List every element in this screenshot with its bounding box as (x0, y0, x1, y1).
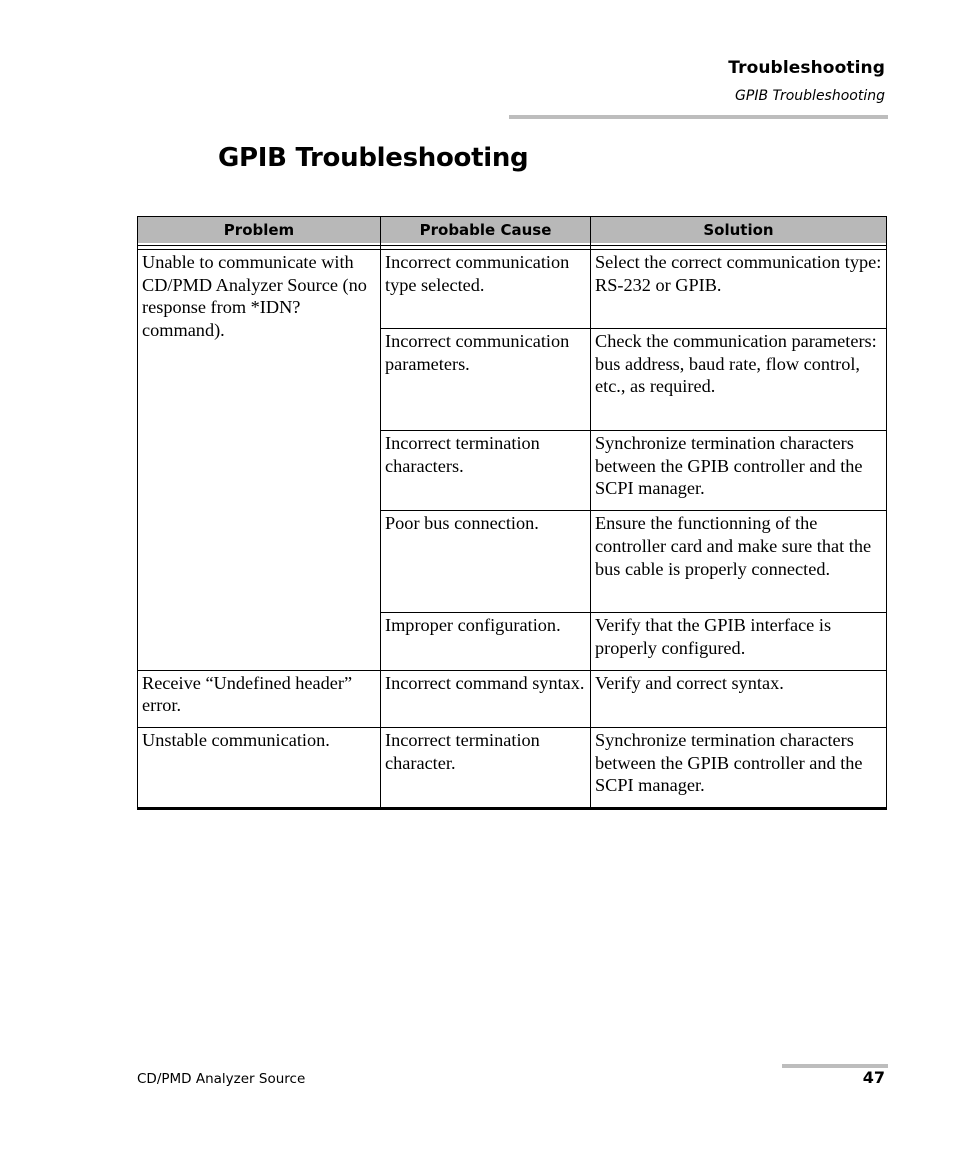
problem-cell: Receive “Undefined header” error. (138, 670, 381, 727)
page-title: GPIB Troubleshooting (218, 143, 529, 173)
table-row (138, 670, 887, 727)
solution-cell: Verify and correct syntax. (591, 670, 887, 727)
running-header-section: GPIB Troubleshooting (735, 88, 885, 104)
solution-cell: Synchronize termination characters between the GPIB controller and the SCPI manager. (591, 431, 887, 511)
column-header-solution: Solution (591, 217, 887, 246)
table-row (138, 727, 887, 808)
solution-cell: Ensure the functionning of the controller card and make sure that the bus cable is properly connected. (591, 511, 887, 613)
table-header-row (138, 217, 887, 246)
footer-document-title: CD/PMD Analyzer Source (137, 1071, 306, 1087)
solution-cell: Select the correct communication type: RS-232 or GPIB. (591, 250, 887, 329)
solution-cell: Verify that the GPIB interface is properly configured. (591, 613, 887, 670)
table-row (138, 250, 887, 329)
troubleshooting-table (137, 216, 887, 810)
column-header-probable-cause: Probable Cause (381, 217, 591, 246)
cause-cell: Incorrect command syntax. (381, 670, 591, 727)
column-header-problem: Problem (138, 217, 381, 246)
cause-cell: Incorrect termination characters. (381, 431, 591, 511)
cause-cell: Incorrect communication parameters. (381, 329, 591, 431)
solution-cell: Check the communication parameters: bus address, baud rate, flow control, etc., as required. (591, 329, 887, 431)
problem-cell: Unstable communication. (138, 727, 381, 808)
cause-cell: Poor bus connection. (381, 511, 591, 613)
running-header-chapter: Troubleshooting (728, 58, 885, 78)
cause-cell: Improper configuration. (381, 613, 591, 670)
page-number: 47 (862, 1068, 885, 1087)
problem-cell: Unable to communicate with CD/PMD Analyzer Source (no response from *IDN? command). (138, 250, 381, 671)
cause-cell: Incorrect termination character. (381, 727, 591, 808)
solution-cell: Synchronize termination characters between the GPIB controller and the SCPI manager. (591, 727, 887, 808)
header-rule (509, 115, 888, 119)
cause-cell: Incorrect communication type selected. (381, 250, 591, 329)
